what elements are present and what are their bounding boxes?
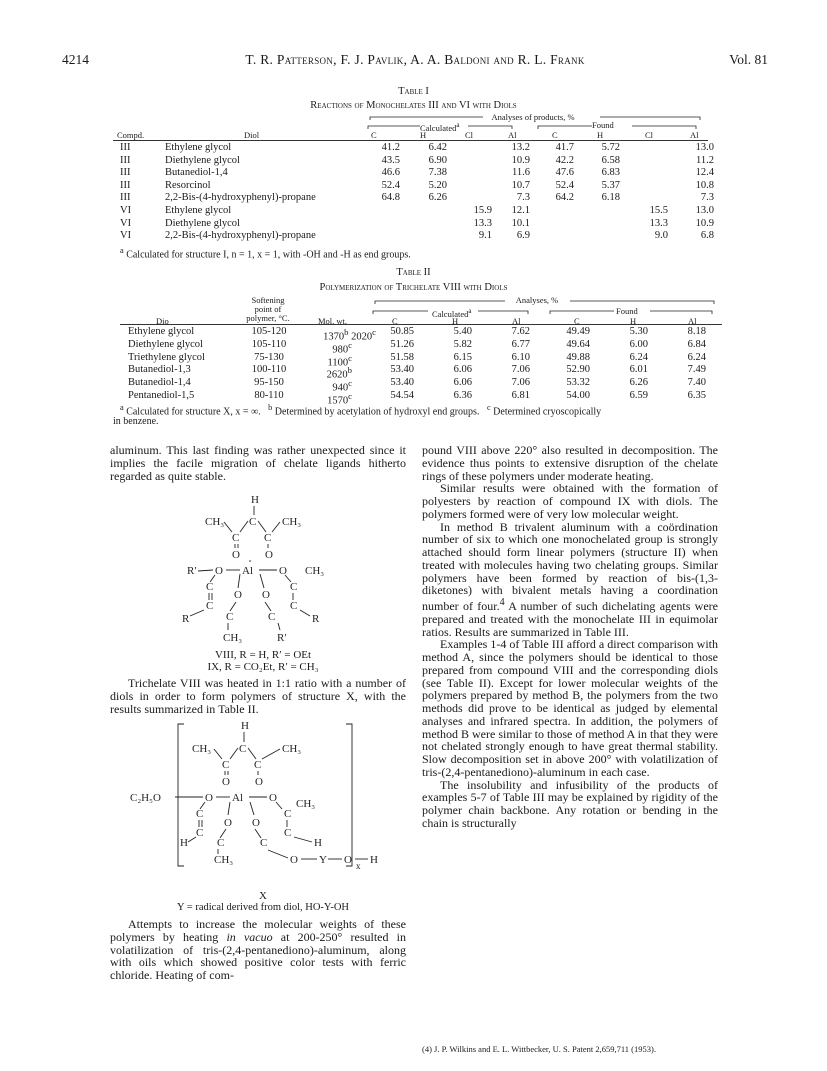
table-cell-value: 51.26 <box>390 338 414 350</box>
atom-label: H <box>314 837 322 849</box>
table-1-group-header: Analyses of products, % <box>368 111 698 123</box>
table-cell-value: 54.54 <box>390 390 414 401</box>
right-column <box>422 444 718 830</box>
table-cell-value: 49.49 <box>566 326 590 337</box>
table-cell-softening-point: 105-120 <box>251 326 287 337</box>
atom-label: CH₃ <box>296 798 316 810</box>
table-cell-value: 5.30 <box>629 326 648 337</box>
atom-label: O <box>252 817 260 829</box>
table-cell-value: 11.6 <box>512 167 530 179</box>
table-cell-value: 41.2 <box>381 142 400 153</box>
table-cell-value: 47.6 <box>555 167 574 179</box>
col-al-found: Al <box>690 130 699 140</box>
table-2-title: Polymerization of Trichelate VIII with Diols <box>319 282 508 293</box>
atom-label: C <box>206 581 214 593</box>
table-cell-value: 6.01 <box>629 364 648 376</box>
table-cell-value: 10.9 <box>511 154 530 166</box>
table-cell-value: 13.2 <box>511 142 530 153</box>
atom-label: Al <box>232 792 243 804</box>
table-2-found-header: Found <box>616 306 638 316</box>
table-cell-value: 6.24 <box>687 351 706 363</box>
table-cell-value: 6.90 <box>428 154 447 166</box>
atom-label: O <box>215 565 223 577</box>
col-c-found: C <box>574 316 580 326</box>
atom-label: O <box>262 589 270 601</box>
table-cell-value: 9.1 <box>478 230 492 242</box>
table-cell-value: 43.5 <box>381 154 400 166</box>
atom-label: O <box>265 549 273 561</box>
atom-label: C <box>232 532 240 544</box>
table-cell-value: 6.24 <box>629 351 648 363</box>
table-cell-value: 46.6 <box>381 167 400 179</box>
left-column-para-3: Attempts to increase the molecular weights of these polymers by heating in vacuo at 200-250° resulted in volatilization of tris-(2,4-pentanediono)-aluminum, along with oils which showed positive color tests with ferric chloride. Heating of com- <box>110 917 406 982</box>
table-cell-diol: Diethylene glycol <box>165 217 240 229</box>
atom-label: H <box>370 854 378 866</box>
table-cell-value: 53.40 <box>390 377 414 389</box>
table-2-footnote-cont: in benzene. <box>113 416 159 427</box>
table-cell-value: 10.7 <box>511 179 530 191</box>
table-cell-diol: Triethylene glycol <box>128 351 205 363</box>
table-cell-value: 52.4 <box>555 179 574 191</box>
atom-label: CH₃ <box>192 743 212 755</box>
table-cell-diol: Diethylene glycol <box>128 338 203 350</box>
atom-label: O <box>290 854 298 866</box>
table-cell-value: 49.64 <box>566 338 590 350</box>
table-cell-value: 5.37 <box>601 179 620 191</box>
structure-x-label: X <box>259 890 267 902</box>
col-h-found: H <box>630 316 637 326</box>
table-cell-value: 10.1 <box>511 217 530 229</box>
table-cell-value: 51.58 <box>390 351 414 363</box>
table-cell-value: 41.7 <box>555 142 574 153</box>
table-cell-diol: Pentanediol-1,5 <box>128 390 195 401</box>
atom-label: CH₃ <box>282 743 302 755</box>
table-2-label: Table II <box>396 267 431 278</box>
table-cell-value: 52.4 <box>381 179 400 191</box>
table-1-label: Table I <box>398 86 429 97</box>
table-2-calc-header: Calculated$^a$ <box>432 307 472 319</box>
table-cell-value: 12.4 <box>695 167 714 179</box>
table-cell-diol: 2,2-Bis-(4-hydroxyphenyl)-propane <box>165 230 316 242</box>
table-cell-value: 5.72 <box>601 142 620 153</box>
atom-label: C <box>222 759 230 771</box>
table-cell-value: 7.06 <box>511 364 530 376</box>
table-cell-value: 15.9 <box>473 205 492 216</box>
col-al: Al <box>508 130 517 140</box>
atom-label: O <box>232 549 240 561</box>
table-cell-mol-wt: 1100$^c$ <box>327 352 352 369</box>
table-cell-compound: VI <box>120 217 132 229</box>
table-cell-value: 12.1 <box>511 205 530 216</box>
atom-label: R′ <box>187 565 197 577</box>
table-cell-compound: III <box>120 142 131 153</box>
structure-x-diagram <box>130 716 400 891</box>
atom-label: C <box>249 516 257 528</box>
table-cell-value: 64.8 <box>381 192 400 204</box>
table-2-footnotes: $^a$ Calculated for structure X, x = ∞. $^b$ Determined by acetylation of hydroxyl end groups. $^c$ Determined cryoscopically <box>120 403 602 418</box>
table-cell-value: 6.10 <box>511 351 530 363</box>
table-cell-compound: VI <box>120 230 132 242</box>
table-cell-value: 8.18 <box>687 326 706 337</box>
table-cell-value: 15.5 <box>649 205 668 216</box>
table-cell-value: 6.18 <box>601 192 620 204</box>
atom-label: O <box>279 565 287 577</box>
atom-label: R <box>312 613 320 625</box>
atom-label: C <box>239 743 247 755</box>
col-compd: Compd. <box>117 130 145 140</box>
table-cell-value: 11.2 <box>696 154 714 166</box>
atom-label: C <box>196 827 204 839</box>
atom-label: CH₃ <box>205 516 225 528</box>
table-2-brackets <box>0 0 827 330</box>
table-cell-value: 6.06 <box>453 364 472 376</box>
structure-caption-ix: IX, R = CO₂Et, R′ = CH₃ <box>207 661 319 673</box>
table-cell-value: 6.15 <box>453 351 472 363</box>
table-1-title: Reactions of Monochelates III and VI with Diols <box>310 100 517 111</box>
table-cell-value: 13.3 <box>473 217 492 229</box>
atom-label: O <box>269 792 277 804</box>
table-1-calc-header: Calculated$^a$ <box>420 121 460 133</box>
atom-label: O <box>224 817 232 829</box>
table-cell-value: 13.3 <box>649 217 668 229</box>
table-cell-value: 5.20 <box>428 179 447 191</box>
right-column-para-5: The insolubility and infusibility of the products of examples 5-7 of Table III may be explained by rigidity of the polymer chain backbone. Any rotation or bending in the chain is structurally <box>422 777 718 830</box>
table-2-rule <box>120 324 722 325</box>
atom-label: C <box>290 600 298 612</box>
atom-label: CH₃ <box>305 565 325 577</box>
table-cell-mol-wt: 2620$^b$ <box>326 365 352 381</box>
table-cell-value: 53.32 <box>566 377 590 389</box>
atom-label: C <box>284 827 292 839</box>
table-cell-value: 7.62 <box>511 326 530 337</box>
table-cell-compound: VI <box>120 205 132 216</box>
atom-label: C <box>260 837 268 849</box>
table-cell-mol-wt: 940$^c$ <box>332 378 352 394</box>
table-cell-value: 52.90 <box>566 364 590 376</box>
table-cell-mol-wt: 1370$^b$ 2020$^c$ <box>323 327 376 343</box>
atom-label: C <box>290 581 298 593</box>
atom-label: R′ <box>277 632 287 644</box>
table-1-found-header: Found <box>592 120 614 130</box>
table-cell-diol: Butanediol-1,3 <box>128 364 191 376</box>
table-cell-diol: Butanediol-1,4 <box>128 377 191 389</box>
col-diol: Dio <box>156 316 169 326</box>
atom-label: O <box>222 776 230 788</box>
table-cell-value: 54.00 <box>566 390 590 401</box>
table-cell-value: 13.0 <box>695 142 714 153</box>
atom-label: O <box>255 776 263 788</box>
col-h: H <box>452 316 459 326</box>
table-cell-value: 13.0 <box>695 205 714 216</box>
table-1-footnote: $^a$ Calculated for structure I, n = 1, x = 1, with -OH and -H as end groups. <box>120 246 411 261</box>
atom-label: C <box>264 532 272 544</box>
left-column-para-1: aluminum. This last finding was rather unexpected since it implies the facile migration of chelate ligands hitherto regarded as quite stable. <box>110 443 406 483</box>
table-cell-value: 49.88 <box>566 351 590 363</box>
table-cell-value: 6.77 <box>511 338 530 350</box>
table-cell-value: 9.0 <box>654 230 668 242</box>
table-cell-compound: III <box>120 167 131 179</box>
table-cell-value: 7.06 <box>511 377 530 389</box>
table-2-softening-header: Softening point of polymer, °C. <box>246 295 290 323</box>
table-cell-compound: III <box>120 192 131 204</box>
table-cell-value: 64.2 <box>555 192 574 204</box>
table-cell-diol: 2,2-Bis-(4-hydroxyphenyl)-propane <box>165 192 316 204</box>
table-cell-value: 50.85 <box>390 326 414 337</box>
col-c: C <box>371 130 377 140</box>
table-cell-value: 7.49 <box>687 364 706 376</box>
atom-label: O <box>205 792 213 804</box>
table-cell-diol: Ethylene glycol <box>165 142 232 153</box>
col-al-found: Al <box>688 316 697 326</box>
atom-label: H <box>251 494 259 506</box>
table-cell-value: 5.82 <box>453 338 472 350</box>
table-cell-value: 6.00 <box>629 338 648 350</box>
table-cell-mol-wt: 980$^c$ <box>332 339 352 356</box>
atom-label: C <box>226 611 234 623</box>
col-h: H <box>420 130 427 140</box>
volume-label: Vol. 81 <box>729 52 768 67</box>
table-cell-value: 6.59 <box>629 390 648 401</box>
table-cell-value: 10.9 <box>695 217 714 229</box>
table-cell-softening-point: 80-110 <box>254 390 284 401</box>
table-cell-value: 6.84 <box>687 338 706 350</box>
atom-label: CH₃ <box>223 632 243 644</box>
atom-label: CH₃ <box>282 516 302 528</box>
table-cell-diol: Butanediol-1,4 <box>165 167 228 179</box>
table-cell-compound: III <box>120 154 131 166</box>
subscript-label: x <box>356 861 361 871</box>
col-al: Al <box>512 316 521 326</box>
table-cell-value: 6.9 <box>516 230 530 242</box>
table-cell-softening-point: 95-150 <box>254 377 284 389</box>
running-authors: T. R. Patterson, F. J. Pavlik, A. A. Baldoni and R. L. Frank <box>245 52 585 67</box>
table-cell-value: 42.2 <box>555 154 574 166</box>
atom-label: C <box>284 808 292 820</box>
atom-label: C <box>254 759 262 771</box>
left-column-para-2: Trichelate VIII was heated in 1:1 ratio with a number of diols in order to form polymers of structure X, with the results summarized in Table II. <box>110 676 406 716</box>
table-cell-value: 5.40 <box>453 326 472 337</box>
col-cl-found: Cl <box>645 130 654 140</box>
right-column-para-4: Examples 1-4 of Table III afford a direct comparison with method A, since the polymers should be identical to those prepared from compound VIII and the corresponding diols (see Table II). Except for lower molecular weights of the polymers prepared by method B, the polymers from the two methods did prove to be identical as judged by elemental analyses and infrared spectra. In addition, the polymers of method B were similar to those of method A in that they were not chelated strongly enough to have great thermal stability. Slow decomposition set in above 200° with volatilization of tris-(2,4-pentanediono)-aluminum in each case. <box>422 637 718 779</box>
table-cell-value: 6.06 <box>453 377 472 389</box>
atom-label: Al <box>242 565 253 577</box>
table-2-group-header: Analyses, % <box>515 295 559 305</box>
table-cell-value: 6.42 <box>428 142 447 153</box>
atom-label: R <box>182 613 190 625</box>
table-cell-value: 7.3 <box>700 192 714 204</box>
structure-caption-viii: VIII, R = H, R′ = OEt <box>214 649 312 661</box>
table-cell-softening-point: 105-110 <box>251 338 287 350</box>
table-cell-value: 6.36 <box>453 390 472 401</box>
col-c-found: C <box>552 130 558 140</box>
table-cell-value: 53.40 <box>390 364 414 376</box>
atom-label: C <box>268 611 276 623</box>
atom-label: C <box>217 837 225 849</box>
atom-label: CH₃ <box>214 854 234 866</box>
col-diol: Diol <box>244 130 260 140</box>
table-cell-diol: Ethylene glycol <box>165 205 232 216</box>
table-cell-value: 6.81 <box>511 390 530 401</box>
table-cell-value: 6.83 <box>601 167 620 179</box>
col-h-found: H <box>597 130 604 140</box>
structure-viii-ix-diagram <box>150 490 380 648</box>
table-cell-value: 6.26 <box>629 377 648 389</box>
table-cell-value: 7.40 <box>687 377 706 389</box>
structure-x-caption: Y = radical derived from diol, HO-Y-OH <box>176 902 350 913</box>
atom-label: C <box>196 808 204 820</box>
col-mol-wt: Mol. wt. <box>318 316 348 326</box>
atom-label: H <box>241 720 249 732</box>
atom-label: C <box>206 600 214 612</box>
right-column-para-2: Similar results were obtained with the formation of polyesters by reaction of compound IX with diols. The polymers formed were of very low molecular weight. <box>422 481 718 521</box>
table-cell-softening-point: 100-110 <box>251 364 287 376</box>
table-cell-value: 10.8 <box>695 179 714 191</box>
atom-label: Y <box>319 854 327 866</box>
footnote-reference-4: (4) J. P. Wilkins and E. L. Wittbecker, U. S. Patent 2,659,711 (1953). <box>422 1044 656 1054</box>
atom-label: O <box>234 589 242 601</box>
table-cell-value: 7.3 <box>516 192 530 204</box>
table-cell-value: 7.38 <box>428 167 447 179</box>
table-cell-mol-wt: 1570$^c$ <box>327 391 352 407</box>
right-column-para-1: pound VIII above 220° also resulted in decomposition. The evidence thus points to extensive disruption of the chelate rings of these polymers under moderate heating. <box>422 443 718 483</box>
table-cell-value: 6.8 <box>700 230 714 242</box>
page-number: 4214 <box>62 52 89 67</box>
atom-label: O <box>344 854 352 866</box>
table-cell-diol: Ethylene glycol <box>128 326 195 337</box>
table-cell-value: 6.35 <box>687 390 706 401</box>
right-column-para-3: In method B trivalent aluminum with a coördination number of six to which one monochelated group is strongly attached should form linear polymers (structure II) when treated with molecules having two chelating groups. Similar polymers have been formed by reaction of bis-(1,3-diketones) with bivalent metals having a coordination number of four.$^4$ A number of such dichelating agents were prepared and treated with the monochelate III in equimolar ratios. Results are summarized in Table III. <box>422 519 718 639</box>
table-cell-compound: III <box>120 179 131 191</box>
col-c: C <box>392 316 398 326</box>
table-cell-diol: Diethylene glycol <box>165 154 240 166</box>
table-cell-value: 6.26 <box>428 192 447 204</box>
table-cell-diol: Resorcinol <box>165 179 211 191</box>
table-cell-value: 6.58 <box>601 154 620 166</box>
col-cl: Cl <box>465 130 474 140</box>
atom-label: H <box>180 837 188 849</box>
table-cell-softening-point: 75-130 <box>254 351 284 363</box>
atom-label: C₂H₅O <box>130 792 161 804</box>
